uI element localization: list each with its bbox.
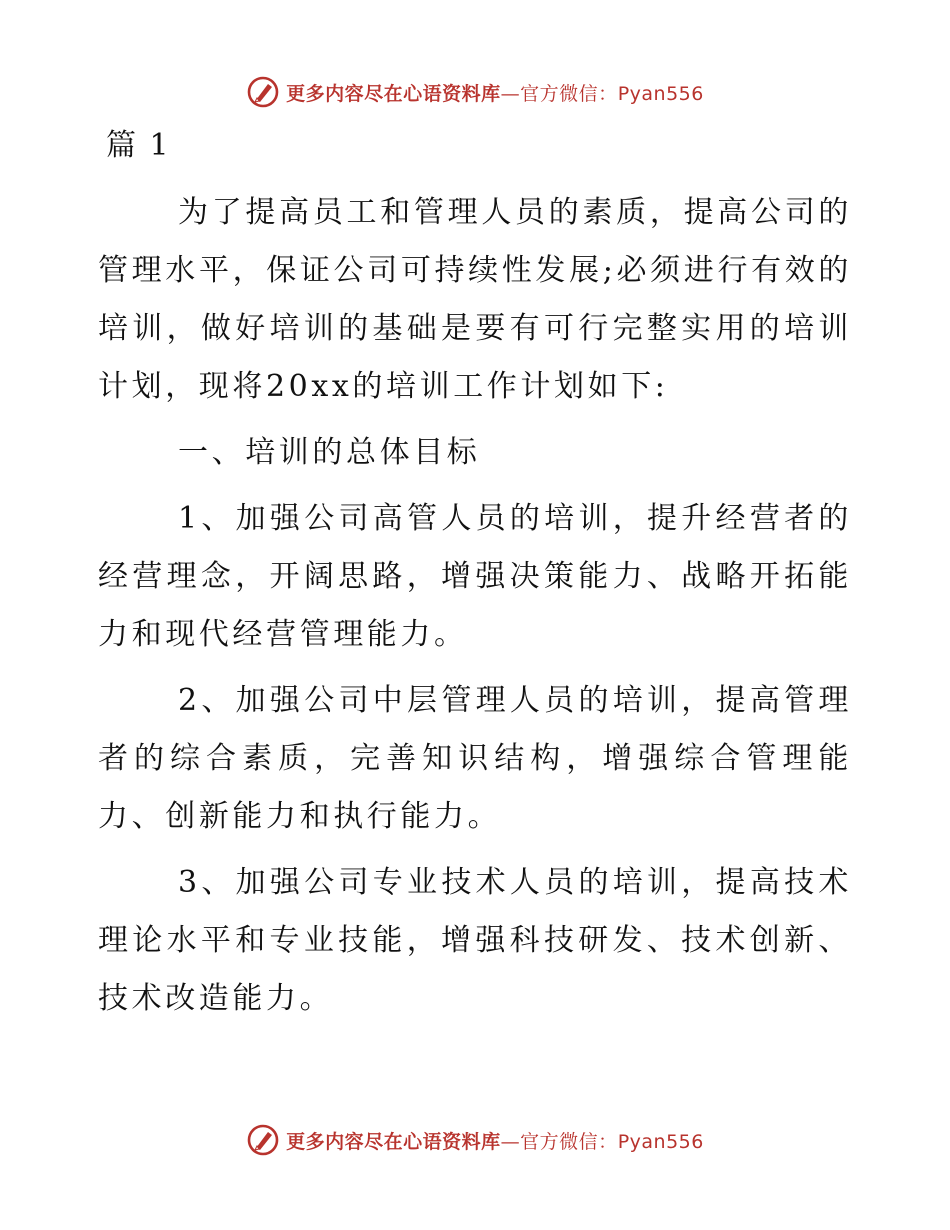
banner-text: 更多内容尽在心语资料库—官方微信：Pyan556 — [286, 1130, 704, 1153]
banner-text: 更多内容尽在心语资料库—官方微信：Pyan556 — [286, 82, 704, 105]
pen-logo-icon — [246, 1123, 280, 1157]
document-body — [98, 120, 852, 1036]
goal-item-3: 3、加强公司专业技术人员的培训，提高技术理论水平和专业技能，增强科技研发、技术创新、技术改造能力。 — [98, 865, 852, 1016]
goal-item-2: 2、加强公司中层管理人员的培训，提高管理者的综合素质，完善知识结构，增强综合管理能力、创新能力和执行能力。 — [98, 683, 852, 834]
goal-item-1: 1、加强公司高管人员的培训，提升经营者的经营理念，开阔思路，增强决策能力、战略开拓能力和现代经营管理能力。 — [98, 501, 852, 652]
intro-paragraph: 为了提高员工和管理人员的素质，提高公司的管理水平，保证公司可持续性发展;必须进行有效的培训，做好培训的基础是要有可行完整实用的培训计划，现将20xx的培训工作计划如下: — [98, 195, 852, 404]
header-banner — [0, 72, 950, 112]
section-heading: 篇 1 — [106, 128, 171, 163]
footer-banner — [0, 1120, 950, 1160]
goal-heading: 一、培训的总体目标 — [178, 435, 481, 470]
pen-logo-icon — [246, 75, 280, 109]
